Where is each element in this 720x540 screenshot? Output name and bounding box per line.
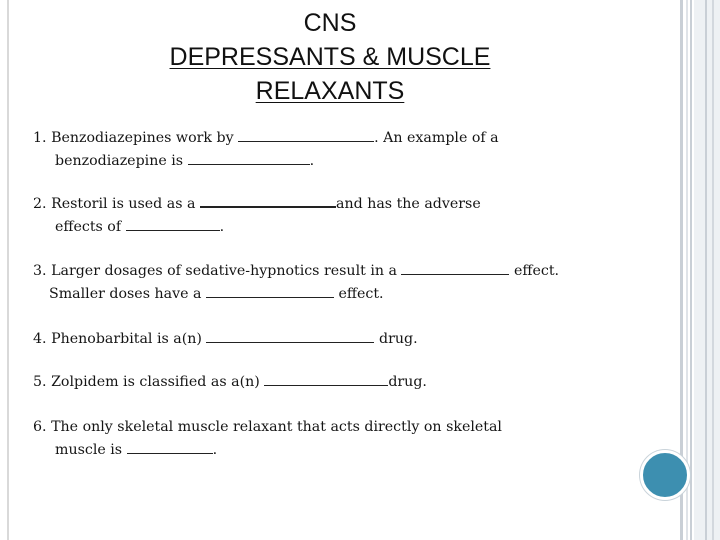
question-4 xyxy=(33,328,418,351)
answer-blank[interactable] xyxy=(264,373,388,386)
question-number: 5. xyxy=(33,374,47,390)
title-line-3: RELAXANTS xyxy=(255,77,405,105)
answer-blank[interactable] xyxy=(188,152,310,165)
right-decor-band xyxy=(686,0,688,540)
decorative-circle xyxy=(640,450,690,500)
answer-blank[interactable] xyxy=(206,330,374,343)
left-border-rule xyxy=(7,0,9,540)
question-text: . An example of a xyxy=(374,130,499,146)
question-text: effects of xyxy=(55,218,122,235)
question-text: drug. xyxy=(388,374,427,390)
question-text: drug. xyxy=(379,331,418,347)
question-number: 3. xyxy=(33,263,47,279)
question-number: 2. xyxy=(33,196,47,212)
right-decor-band xyxy=(705,0,707,540)
question-text: effect. xyxy=(514,263,560,279)
answer-blank[interactable] xyxy=(126,218,220,231)
question-1 xyxy=(33,127,499,172)
question-text: Phenobarbital is a(n) xyxy=(51,331,202,347)
question-6 xyxy=(33,416,502,461)
question-text: muscle is xyxy=(55,441,123,458)
title-line-1: CNS xyxy=(303,9,357,37)
question-number: 6. xyxy=(33,419,47,435)
question-text: effect. xyxy=(338,285,384,302)
right-decor-band xyxy=(712,0,714,540)
question-text: Larger dosages of sedative-hypnotics result in a xyxy=(51,263,397,279)
right-decor-band xyxy=(694,0,720,540)
question-text: . xyxy=(219,218,225,235)
answer-blank[interactable] xyxy=(238,129,374,142)
question-text: Zolpidem is classified as a(n) xyxy=(51,374,260,390)
question-text: benzodiazepine is xyxy=(55,152,184,169)
question-number: 4. xyxy=(33,331,47,347)
answer-blank[interactable] xyxy=(127,441,213,454)
title-line-2: DEPRESSANTS & MUSCLE xyxy=(169,43,491,71)
question-text: and has the adverse xyxy=(336,196,481,212)
question-3 xyxy=(33,260,559,305)
question-text: Restoril is used as a xyxy=(51,196,196,212)
question-2 xyxy=(33,193,481,238)
answer-blank[interactable] xyxy=(401,262,509,275)
answer-blank[interactable] xyxy=(206,285,334,298)
question-text: . xyxy=(212,441,218,458)
question-text: The only skeletal muscle relaxant that acts directly on skeletal xyxy=(51,419,502,435)
question-text: Smaller doses have a xyxy=(49,285,202,302)
right-decor-band xyxy=(690,0,692,540)
slide-title xyxy=(100,6,560,108)
question-text: . xyxy=(309,152,315,169)
answer-blank[interactable] xyxy=(200,194,336,208)
question-text: Benzodiazepines work by xyxy=(51,130,234,146)
question-5 xyxy=(33,371,427,394)
question-number: 1. xyxy=(33,130,47,146)
